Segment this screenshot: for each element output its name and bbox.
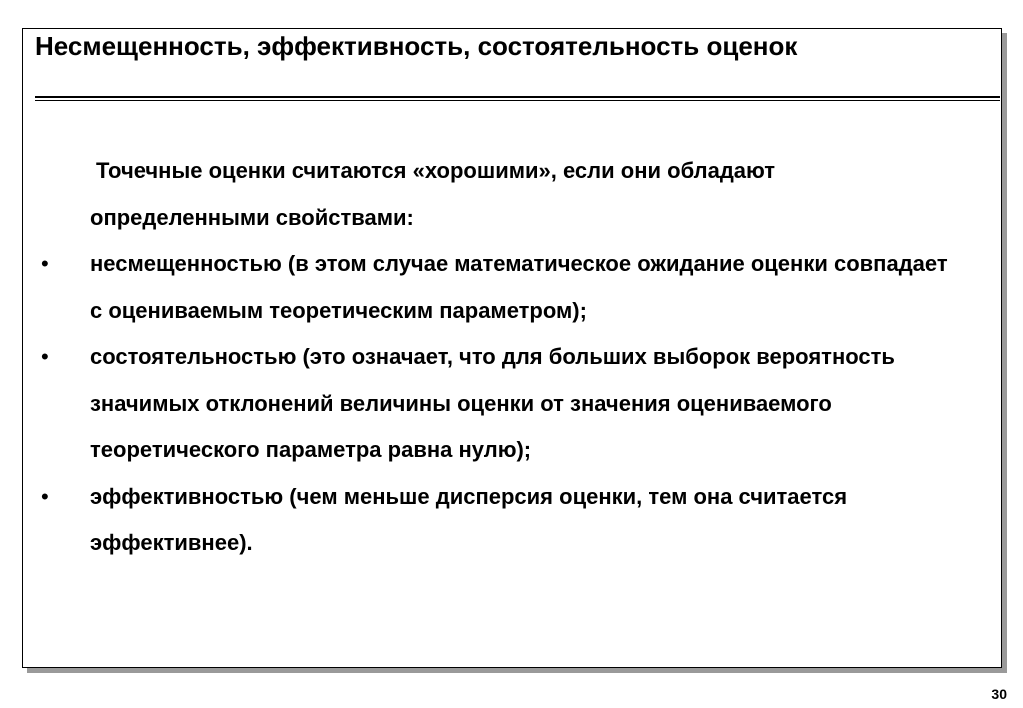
- list-item-text: состоятельностью (это означает, что для больших выборок вероятность значимых отклонений величины оценки от значения оцениваемого теоретического параметра равна нулю);: [90, 344, 895, 462]
- bullet-icon: •: [41, 251, 49, 276]
- title-underline-thick: [35, 96, 1000, 98]
- list-item-text: эффективностью (чем меньше дисперсия оценки, тем она считается эффективнее).: [90, 483, 848, 555]
- bullet-icon: •: [41, 344, 49, 369]
- title-underline-thin: [35, 100, 1000, 101]
- page-number: 30: [991, 686, 1007, 702]
- slide-body: [0, 148, 1000, 567]
- slide-title: Несмещенность, эффективность, состоятельность оценок: [35, 31, 798, 61]
- list-item-consistency: [0, 334, 1000, 474]
- list-item-efficiency: [0, 474, 1000, 567]
- bullet-icon: •: [41, 483, 49, 509]
- intro-paragraph: Точечные оценки считаются «хорошими», если они обладают определенными свойствами:: [90, 158, 776, 230]
- property-list: [0, 241, 1000, 567]
- list-item-text: несмещенностью (в этом случае математическое ожидание оценки совпадает с оцениваемым теоретическим параметром);: [90, 251, 948, 323]
- list-item-unbiasedness: [0, 241, 1000, 334]
